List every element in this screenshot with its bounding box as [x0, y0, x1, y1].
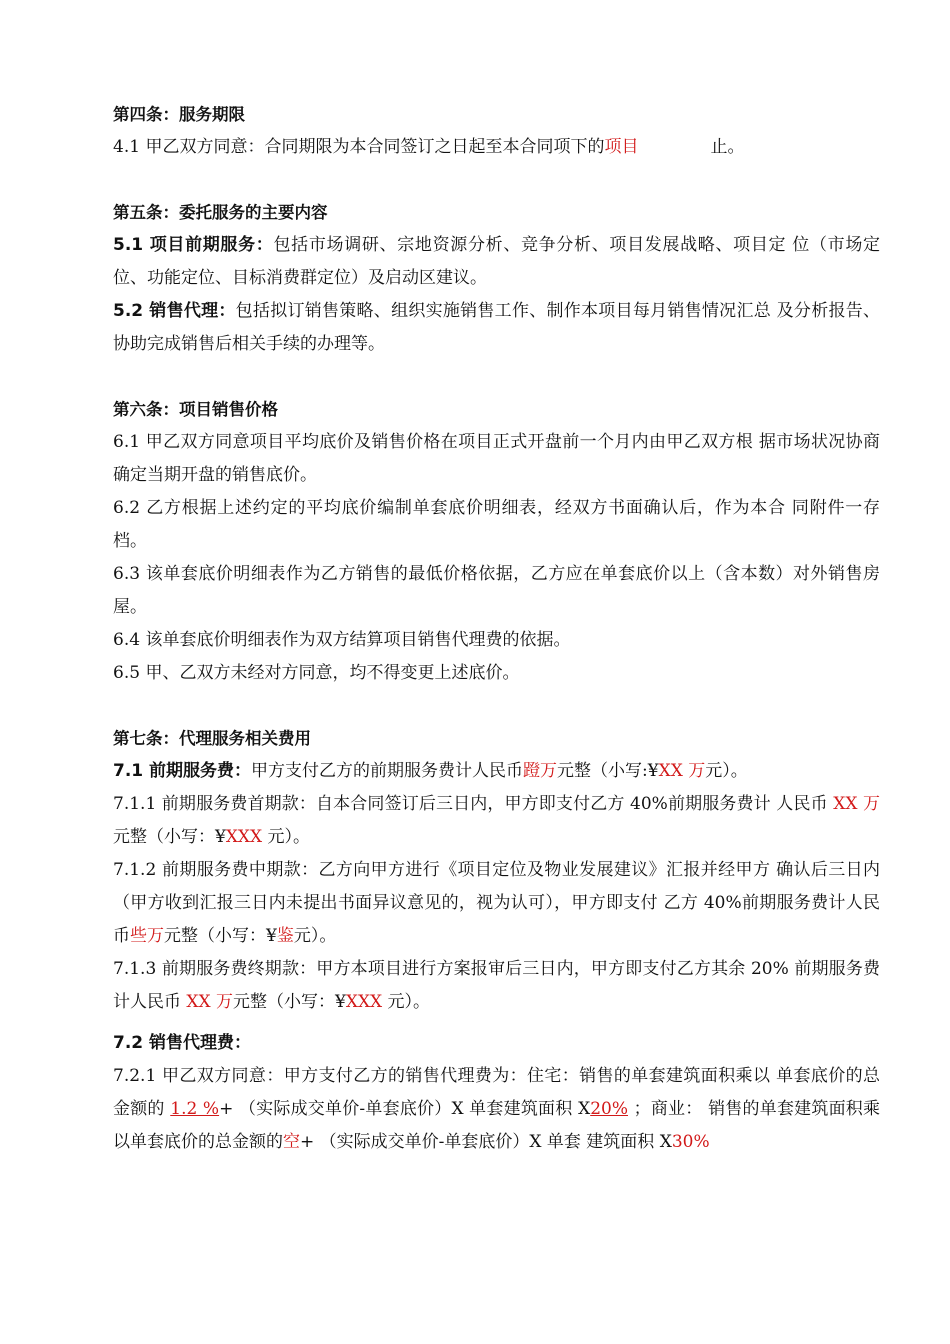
section-4-heading: 第四条：服务期限 — [113, 105, 245, 124]
clause-7-1-3-red-2: XXX — [345, 992, 383, 1012]
clause-7-1-text-2: 元整（小写:¥ — [557, 761, 659, 781]
clause-7-1-2-text: 7.1.2 前期服务费中期款：乙方向甲方进行《项目定位及物业发展建议》汇报并经甲方 确认后三日内（甲方收到汇报三日内未提出书面异议意见的，视为认可），甲方即支付 乙方 40%前期服务费计人民币 — [113, 860, 880, 946]
clause-7-2-1-text: 7.2.1 甲乙双方同意：甲方支付乙方的销售代理费为：住宅：销售的单套建筑面积乘以 单套底价的总金额的 — [113, 1066, 880, 1119]
clause-6-2: 6.2 乙方根据上述约定的平均底价编制单套底价明细表，经双方书面确认后，作为本合 同附件一存档。 — [113, 498, 880, 551]
clause-4-1-text: 4.1 甲乙双方同意：合同期限为本合同签订之日起至本合同项下的 — [113, 137, 605, 157]
clause-7-1-3-text: 7.1.3 前期服务费终期款：甲方本项目进行方案报审后三日内，甲方即支付乙方其余 20% 前期服务费计人民币 — [113, 959, 880, 1012]
clause-6-3: 6.3 该单套底价明细表作为乙方销售的最低价格依据，乙方应在单套底价以上（含本数）对外销售房屋。 — [113, 564, 880, 617]
clause-4-1-end: 止。 — [710, 137, 745, 157]
clause-4-1-red: 项目 — [604, 137, 639, 157]
clause-7-2-1-text-2: + （实际成交单价-单套底价）X 单套建筑面积 X — [219, 1099, 591, 1119]
clause-7-1-label: 7.1 前期服务费： — [113, 761, 252, 781]
clause-5-1-text: 包括市场调研、宗地资源分析、竞争分析、项目发展战略、项目定 位（市场定位、功能定位、目标消费群定位）及启动区建议。 — [113, 235, 880, 288]
clause-7-2-1-text-3: ；商业： 销售的单套建筑面积乘以单套底价的总金额的 — [113, 1099, 881, 1152]
clause-7-1-red-1: 蹬万 — [523, 761, 558, 781]
clause-7-1-end: 元）。 — [705, 761, 748, 781]
clause-7-2-1-text-4: + （实际成交单价-单套底价）X 单套 建筑面积 X — [300, 1132, 672, 1152]
clause-7-1-2-red-1: 些万 — [130, 926, 164, 946]
clause-7-2-1 — [113, 1060, 880, 1159]
clause-5-1 — [113, 229, 880, 295]
clause-5-1-label: 5.1 项目前期服务： — [113, 235, 274, 255]
clause-7-1 — [113, 755, 880, 788]
clause-5-2-label: 5.2 销售代理： — [113, 301, 236, 321]
clause-4-1 — [113, 131, 880, 164]
clause-7-2-1-red-4: 30% — [671, 1132, 710, 1152]
clause-7-1-3 — [113, 953, 880, 1019]
clause-7-1-2-text-2: 元整（小写：¥ — [164, 926, 277, 946]
clause-7-1-1-end: 元）。 — [262, 827, 311, 847]
clause-7-1-3-text-2: 元整（小写：¥ — [233, 992, 346, 1012]
clause-7-2-1-red-3: 空 — [283, 1132, 300, 1152]
clause-5-2-text: 包括拟订销售策略、组织实施销售工作、制作本项目每月销售情况汇总 及分析报告、协助完成销售后相关手续的办理等。 — [113, 301, 880, 354]
clause-6-4: 6.4 该单套底价明细表作为双方结算项目销售代理费的依据。 — [113, 630, 571, 650]
clause-7-1-1-red-1: XX 万 — [833, 794, 881, 814]
clause-7-1-text: 甲方支付乙方的前期服务费计人民币 — [251, 761, 524, 781]
section-5-heading: 第五条：委托服务的主要内容 — [113, 203, 328, 222]
clause-7-1-3-end: 元）。 — [382, 992, 431, 1012]
clause-7-2-1-red-1: 1.2 % — [170, 1099, 220, 1119]
clause-6-1: 6.1 甲乙双方同意项目平均底价及销售价格在项目正式开盘前一个月内由甲乙双方根 据市场状况协商确定当期开盘的销售底价。 — [113, 432, 880, 485]
clause-7-1-red-2: XX 万 — [658, 761, 706, 781]
clause-7-2-heading: 7.2 销售代理费： — [113, 1033, 252, 1053]
section-7-heading: 第七条：代理服务相关费用 — [113, 729, 311, 748]
clause-7-1-2-end: 元）。 — [293, 926, 337, 946]
clause-7-2-1-red-2: 20% — [590, 1099, 628, 1119]
clause-7-1-3-red-1: XX 万 — [186, 992, 234, 1012]
clause-7-1-1-text-2: 元整（小写：¥ — [113, 827, 226, 847]
clause-7-1-2-red-2: 鉴 — [276, 926, 294, 946]
clause-5-2 — [113, 295, 880, 361]
clause-7-1-1-text: 7.1.1 前期服务费首期款：自本合同签订后三日内，甲方即支付乙方 40%前期服务费计 人民币 — [113, 794, 834, 814]
section-6-heading: 第六条：项目销售价格 — [113, 400, 278, 419]
clause-6-5: 6.5 甲、乙双方未经对方同意，均不得变更上述底价。 — [113, 663, 520, 683]
clause-7-1-2 — [113, 854, 880, 953]
clause-7-1-1-red-2: XXX — [225, 827, 263, 847]
clause-7-1-1 — [113, 788, 880, 854]
